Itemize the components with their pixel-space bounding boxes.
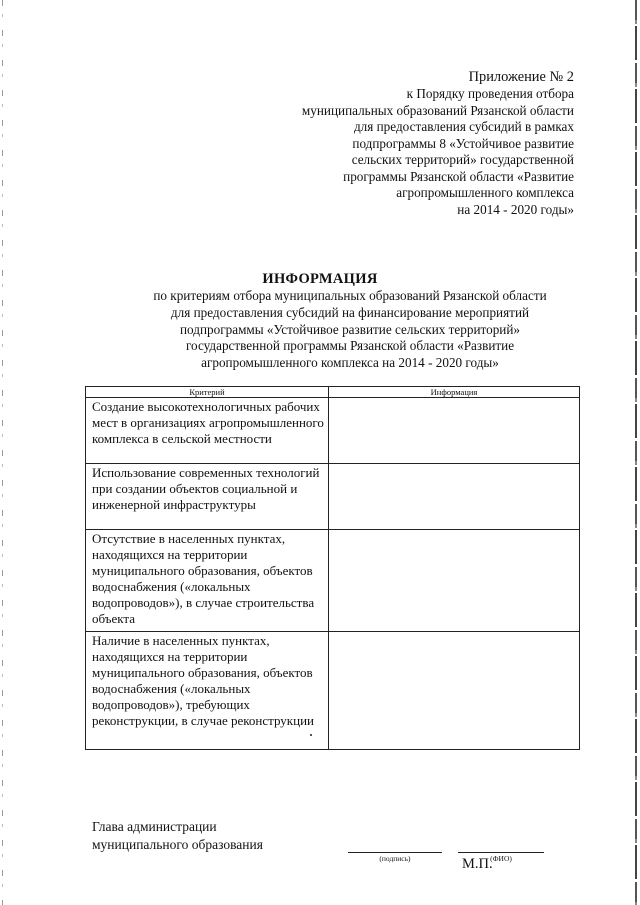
information-cell bbox=[329, 398, 580, 464]
subtitle-line: государственной программы Рязанской области «Развитие bbox=[185, 338, 515, 354]
appendix-line: агропромышленного комплекса bbox=[396, 185, 574, 200]
criterion-cell: Отсутствие в населенных пунктах, находящихся на территории муниципального образования, объектов водоснабжения («локальных водопроводов»), в случае строительства объекта bbox=[86, 530, 329, 632]
information-column-header: Информация bbox=[329, 387, 580, 398]
signature-line bbox=[348, 852, 442, 853]
information-cell bbox=[329, 632, 580, 750]
information-cell bbox=[329, 464, 580, 530]
scan-speck bbox=[310, 734, 312, 736]
subtitle-line: по критериям отбора муниципальных образований Рязанской области bbox=[153, 288, 547, 303]
scan-edge-left bbox=[2, 0, 3, 905]
criterion-cell: Наличие в населенных пунктах, находящихся на территории муниципального образования, объектов водоснабжения («локальных водопроводов»), требующих реконструкции, в случае реконструкции bbox=[86, 632, 329, 750]
table-row bbox=[86, 464, 580, 530]
document-subtitle bbox=[60, 288, 640, 372]
criteria-table bbox=[85, 386, 580, 750]
information-cell bbox=[329, 530, 580, 632]
appendix-header bbox=[302, 68, 574, 218]
stamp-placeholder: М.П. bbox=[462, 856, 493, 872]
signature-caption: (подпись) bbox=[379, 854, 411, 863]
table-header-row bbox=[86, 387, 580, 398]
appendix-line: подпрограммы 8 «Устойчивое развитие bbox=[352, 135, 574, 151]
criterion-cell: Использование современных технологий при создании объектов социальной и инженерной инфраструктуры bbox=[86, 464, 329, 530]
criterion-cell: Создание высокотехнологичных рабочих мест в организациях агропромышленного комплекса в сельской местности bbox=[86, 398, 329, 464]
name-caption: (ФИО) bbox=[490, 854, 512, 863]
appendix-line: к Порядку проведения отбора bbox=[406, 86, 574, 101]
document-title: ИНФОРМАЦИЯ bbox=[262, 271, 378, 287]
name-line bbox=[458, 852, 544, 853]
appendix-line: для предоставления субсидий в рамках bbox=[353, 119, 574, 134]
table-row bbox=[86, 530, 580, 632]
subtitle-line: для предоставления субсидий на финансирование мероприятий bbox=[170, 304, 530, 320]
subtitle-line: подпрограммы «Устойчивое развитие сельских территорий» bbox=[179, 321, 521, 337]
criterion-column-header: Критерий bbox=[86, 387, 329, 398]
signature-block bbox=[92, 818, 263, 854]
appendix-line: программы Рязанской области «Развитие bbox=[343, 168, 574, 184]
appendix-line: муниципальных образований Рязанской области bbox=[301, 102, 574, 118]
signature-title-line1: Глава администрации bbox=[92, 819, 217, 834]
appendix-line: Приложение № 2 bbox=[468, 69, 574, 85]
scan-edge-right bbox=[635, 0, 637, 905]
signature-title-line2: муниципального образования bbox=[92, 837, 263, 852]
subtitle-line: агропромышленного комплекса на 2014 - 2020 годы» bbox=[201, 355, 499, 371]
appendix-line: сельских территорий» государственной bbox=[351, 152, 574, 167]
table-row bbox=[86, 398, 580, 464]
table-row bbox=[86, 632, 580, 750]
appendix-line: на 2014 - 2020 годы» bbox=[457, 201, 574, 217]
